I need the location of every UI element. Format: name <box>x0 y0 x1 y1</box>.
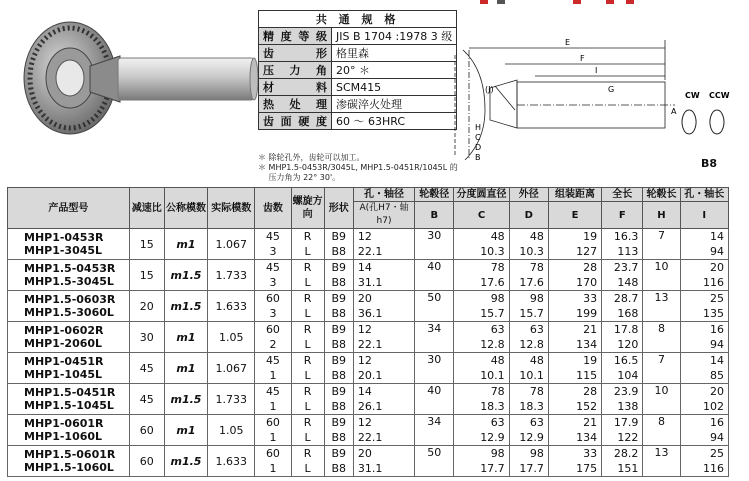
direction-cell: R <box>291 415 324 431</box>
spec-label: 齿面硬度 <box>259 113 332 130</box>
model-name: MHP1.5-0603R <box>24 293 116 306</box>
model-name: MHP1.5-0451R <box>24 386 116 399</box>
direction-cell: L <box>291 430 324 446</box>
bore-cell: 14 <box>353 260 414 276</box>
col-header: 公称模数 <box>164 188 207 229</box>
direction-cell: L <box>291 337 324 353</box>
pitch-dia-cell: 78 <box>454 384 509 400</box>
spec-value: 20° ＊ <box>332 62 457 79</box>
module-cell: m1 <box>164 353 207 384</box>
dim-label-E: E <box>565 38 571 47</box>
top-mark-red-3 <box>606 0 614 4</box>
hub-dia-cell: 50 <box>415 446 454 477</box>
mount-dist-cell: 19 <box>548 229 601 245</box>
teeth-cell: 1 <box>255 430 291 446</box>
actual-module-cell: 1.067 <box>208 229 255 260</box>
spec-value: SCM415 <box>332 79 457 96</box>
total-length-cell: 16.5 <box>602 353 643 369</box>
dim-label-D: D <box>475 143 482 152</box>
ratio-cell: 30 <box>129 322 164 353</box>
outer-dia-cell: 10.1 <box>509 368 548 384</box>
shape-label: B8 <box>701 157 718 170</box>
mount-dist-cell: 134 <box>548 430 601 446</box>
outer-dia-cell: 48 <box>509 353 548 369</box>
hub-length-cell: 13 <box>643 291 680 322</box>
hub-length-cell: 10 <box>643 384 680 415</box>
pitch-dia-cell: 98 <box>454 446 509 462</box>
total-length-cell: 104 <box>602 368 643 384</box>
col-header: 减速比 <box>129 188 164 229</box>
mount-dist-cell: 199 <box>548 306 601 322</box>
direction-cell: R <box>291 229 324 245</box>
module-cell: m1.5 <box>164 446 207 477</box>
spec-value: 60 ～ 63HRC <box>332 113 457 130</box>
bore-cell: 20.1 <box>353 368 414 384</box>
outer-dia-cell: 78 <box>509 384 548 400</box>
pitch-dia-cell: 78 <box>454 260 509 276</box>
pitch-dia-cell: 48 <box>454 353 509 369</box>
table-row <box>8 446 729 462</box>
col-header: 实际模数 <box>208 188 255 229</box>
shape-cell: B8 <box>324 275 353 291</box>
col-header: 组装距离 <box>548 188 601 202</box>
bore-length-cell: 14 <box>680 229 728 245</box>
bore-length-cell: 20 <box>680 260 728 276</box>
shape-cell: B8 <box>324 306 353 322</box>
model-cell <box>8 415 130 446</box>
col-header: 轮毂径 <box>415 188 454 202</box>
bore-cell: 26.1 <box>353 399 414 415</box>
pitch-dia-cell: 98 <box>454 291 509 307</box>
model-cell <box>8 353 130 384</box>
col-header: 孔・轴长 <box>680 188 728 202</box>
bore-length-cell: 16 <box>680 415 728 431</box>
model-name: MHP1.5-0601R <box>24 448 116 461</box>
teeth-cell: 3 <box>255 275 291 291</box>
dim-label-F: F <box>580 54 585 63</box>
teeth-cell: 2 <box>255 337 291 353</box>
pitch-dia-cell: 48 <box>454 229 509 245</box>
spec-label: 材料 <box>259 79 332 96</box>
mount-dist-cell: 127 <box>548 244 601 260</box>
actual-module-cell: 1.067 <box>208 353 255 384</box>
teeth-cell: 60 <box>255 415 291 431</box>
hub-length-cell: 13 <box>643 446 680 477</box>
bore-length-cell: 85 <box>680 368 728 384</box>
model-name: MHP1.5-1045L <box>24 399 114 412</box>
rotation-ccw-icon <box>710 110 724 134</box>
hub-length-cell: 8 <box>643 415 680 446</box>
ratio-cell: 15 <box>129 229 164 260</box>
pitch-dia-cell: 10.3 <box>454 244 509 260</box>
bore-length-cell: 94 <box>680 430 728 446</box>
dim-label-A: A <box>671 107 677 116</box>
spec-label: 齿形 <box>259 45 332 62</box>
spec-label: 精度等级 <box>259 28 332 45</box>
top-mark-red-2 <box>573 0 581 4</box>
col-header: 全长 <box>602 188 643 202</box>
direction-cell: R <box>291 260 324 276</box>
pitch-dia-cell: 15.7 <box>454 306 509 322</box>
bore-length-cell: 116 <box>680 275 728 291</box>
mount-dist-cell: 33 <box>548 446 601 462</box>
mount-dist-cell: 152 <box>548 399 601 415</box>
hub-dia-cell: 34 <box>415 322 454 353</box>
model-name: MHP1.5-0453R <box>24 262 116 275</box>
pitch-dia-cell: 10.1 <box>454 368 509 384</box>
bore-cell: 22.1 <box>353 337 414 353</box>
outer-dia-cell: 78 <box>509 260 548 276</box>
shape-cell: B8 <box>324 244 353 260</box>
pitch-dia-cell: 17.7 <box>454 461 509 477</box>
table-row <box>8 322 729 338</box>
teeth-cell: 45 <box>255 260 291 276</box>
teeth-cell: 45 <box>255 229 291 245</box>
total-length-cell: 113 <box>602 244 643 260</box>
mount-dist-cell: 134 <box>548 337 601 353</box>
hub-dia-cell: 50 <box>415 291 454 322</box>
outer-dia-cell: 98 <box>509 446 548 462</box>
bore-cell: 22.1 <box>353 430 414 446</box>
total-length-cell: 120 <box>602 337 643 353</box>
col-subheader: I <box>680 202 728 229</box>
col-subheader: D <box>509 202 548 229</box>
spec-notes <box>258 153 458 183</box>
model-cell <box>8 384 130 415</box>
model-name: MHP1-1045L <box>24 368 103 381</box>
rotation-label-cw: CW <box>685 91 700 100</box>
outer-dia-cell: 12.8 <box>509 337 548 353</box>
teeth-cell: 3 <box>255 306 291 322</box>
pitch-dia-cell: 18.3 <box>454 399 509 415</box>
outer-dia-cell: 18.3 <box>509 399 548 415</box>
bore-cell: 12 <box>353 353 414 369</box>
ratio-cell: 60 <box>129 415 164 446</box>
outer-dia-cell: 15.7 <box>509 306 548 322</box>
table-row <box>8 229 729 245</box>
shape-cell: B9 <box>324 291 353 307</box>
bore-length-cell: 116 <box>680 461 728 477</box>
shape-cell: B8 <box>324 430 353 446</box>
outer-dia-cell: 12.9 <box>509 430 548 446</box>
bore-length-cell: 135 <box>680 306 728 322</box>
spec-value: 格里森 <box>332 45 457 62</box>
model-cell <box>8 229 130 260</box>
teeth-cell: 1 <box>255 399 291 415</box>
table-row <box>8 260 729 276</box>
total-length-cell: 28.7 <box>602 291 643 307</box>
mount-dist-cell: 21 <box>548 322 601 338</box>
bore-length-cell: 102 <box>680 399 728 415</box>
total-length-cell: 28.2 <box>602 446 643 462</box>
total-length-cell: 16.3 <box>602 229 643 245</box>
model-name: MHP1.5-3060L <box>24 306 114 319</box>
shape-cell: B8 <box>324 368 353 384</box>
shape-cell: B9 <box>324 229 353 245</box>
shape-cell: B9 <box>324 353 353 369</box>
model-name: MHP1-2060L <box>24 337 103 350</box>
bore-length-cell: 20 <box>680 384 728 400</box>
model-name: MHP1-0602R <box>24 324 104 337</box>
ratio-cell: 60 <box>129 446 164 477</box>
dim-label-I: I <box>595 66 598 75</box>
col-header: 外径 <box>509 188 548 202</box>
bore-cell: 14 <box>353 384 414 400</box>
teeth-cell: 60 <box>255 322 291 338</box>
col-subheader: B <box>415 202 454 229</box>
col-header: 形状 <box>324 188 353 229</box>
shape-cell: B8 <box>324 337 353 353</box>
dim-label-J: (J) <box>485 85 494 94</box>
hub-length-cell: 10 <box>643 260 680 291</box>
col-subheader: F <box>602 202 643 229</box>
bore-cell: 12 <box>353 415 414 431</box>
total-length-cell: 151 <box>602 461 643 477</box>
table-row <box>8 291 729 307</box>
total-length-cell: 23.9 <box>602 384 643 400</box>
bore-length-cell: 94 <box>680 244 728 260</box>
model-cell <box>8 322 130 353</box>
outer-dia-cell: 98 <box>509 291 548 307</box>
col-header: 轮毂长 <box>643 188 680 202</box>
spec-label: 热处理 <box>259 96 332 113</box>
mount-dist-cell: 19 <box>548 353 601 369</box>
top-mark-red <box>480 0 488 4</box>
model-name: MHP1.5-3045L <box>24 275 114 288</box>
table-row <box>8 415 729 431</box>
hub-length-cell: 7 <box>643 353 680 384</box>
direction-cell: R <box>291 384 324 400</box>
bore-cell: 20 <box>353 446 414 462</box>
teeth-cell: 60 <box>255 446 291 462</box>
top-mark-red-4 <box>626 0 634 4</box>
actual-module-cell: 1.633 <box>208 446 255 477</box>
module-cell: m1 <box>164 415 207 446</box>
actual-module-cell: 1.05 <box>208 322 255 353</box>
outer-dia-cell: 17.7 <box>509 461 548 477</box>
dimension-drawing <box>445 10 745 175</box>
model-name: MHP1-1060L <box>24 430 103 443</box>
bore-cell: 31.1 <box>353 461 414 477</box>
pitch-dia-cell: 63 <box>454 322 509 338</box>
spec-value: 渗碳淬火处理 <box>332 96 457 113</box>
spec-note: ＊ 除轮孔外，齿轮可以加工。 <box>258 153 365 162</box>
ratio-cell: 20 <box>129 291 164 322</box>
teeth-cell: 3 <box>255 244 291 260</box>
bore-cell: 12 <box>353 229 414 245</box>
shape-cell: B9 <box>324 322 353 338</box>
table-row <box>8 384 729 400</box>
col-subheader: A(孔H7・轴h7) <box>353 202 414 229</box>
mount-dist-cell: 28 <box>548 260 601 276</box>
teeth-cell: 1 <box>255 368 291 384</box>
mount-dist-cell: 33 <box>548 291 601 307</box>
model-name: MHP1-0453R <box>24 231 104 244</box>
col-header: 产品型号 <box>8 188 130 229</box>
bore-length-cell: 25 <box>680 446 728 462</box>
mount-dist-cell: 115 <box>548 368 601 384</box>
direction-cell: L <box>291 368 324 384</box>
shape-cell: B8 <box>324 399 353 415</box>
bore-cell: 22.1 <box>353 244 414 260</box>
shape-cell: B9 <box>324 446 353 462</box>
ratio-cell: 45 <box>129 384 164 415</box>
direction-cell: L <box>291 306 324 322</box>
bore-cell: 36.1 <box>353 306 414 322</box>
direction-cell: L <box>291 275 324 291</box>
bore-length-cell: 14 <box>680 353 728 369</box>
total-length-cell: 23.7 <box>602 260 643 276</box>
bore-length-cell: 25 <box>680 291 728 307</box>
spec-title: 共 通 规 格 <box>259 11 457 28</box>
col-subheader: E <box>548 202 601 229</box>
outer-dia-cell: 63 <box>509 415 548 431</box>
hub-dia-cell: 30 <box>415 353 454 384</box>
shape-cell: B9 <box>324 384 353 400</box>
total-length-cell: 122 <box>602 430 643 446</box>
ratio-cell: 45 <box>129 353 164 384</box>
dim-label-H: H <box>475 123 482 132</box>
actual-module-cell: 1.05 <box>208 415 255 446</box>
product-photo <box>8 8 258 148</box>
pitch-dia-cell: 17.6 <box>454 275 509 291</box>
model-name: MHP1.5-1060L <box>24 461 114 474</box>
module-cell: m1.5 <box>164 384 207 415</box>
total-length-cell: 138 <box>602 399 643 415</box>
outer-dia-cell: 48 <box>509 229 548 245</box>
spec-label: 压力角 <box>259 62 332 79</box>
outer-dia-cell: 63 <box>509 322 548 338</box>
shape-cell: B8 <box>324 461 353 477</box>
module-cell: m1.5 <box>164 291 207 322</box>
mount-dist-cell: 21 <box>548 415 601 431</box>
spec-note: ＊ MHP1.5-0453R/3045L, MHP1.5-0451R/1045L 的 <box>258 163 458 172</box>
teeth-cell: 45 <box>255 353 291 369</box>
hub-dia-cell: 40 <box>415 260 454 291</box>
module-cell: m1 <box>164 322 207 353</box>
rotation-label-ccw: CCW <box>709 91 730 100</box>
teeth-cell: 45 <box>255 384 291 400</box>
hub-dia-cell: 40 <box>415 384 454 415</box>
col-header: 孔・轴径 <box>353 188 414 202</box>
col-header: 齿数 <box>255 188 291 229</box>
direction-cell: L <box>291 461 324 477</box>
dim-label-C: C <box>475 133 481 142</box>
model-name: MHP1-3045L <box>24 244 103 257</box>
total-length-cell: 148 <box>602 275 643 291</box>
total-length-cell: 168 <box>602 306 643 322</box>
table-row <box>8 353 729 369</box>
pitch-dia-cell: 63 <box>454 415 509 431</box>
model-cell <box>8 446 130 477</box>
mount-dist-cell: 28 <box>548 384 601 400</box>
model-name: MHP1-0601R <box>24 417 104 430</box>
top-mark-dark <box>497 0 505 4</box>
dim-label-B: B <box>475 153 481 162</box>
shape-cell: B9 <box>324 260 353 276</box>
pitch-dia-cell: 12.8 <box>454 337 509 353</box>
direction-cell: R <box>291 446 324 462</box>
bore-length-cell: 94 <box>680 337 728 353</box>
hub-dia-cell: 30 <box>415 229 454 260</box>
spec-value: JIS B 1704 :1978 3 级 <box>332 28 457 45</box>
col-header: 分度圆直径 <box>454 188 509 202</box>
bore-cell: 31.1 <box>353 275 414 291</box>
dim-label-G: G <box>608 85 615 94</box>
model-name: MHP1-0451R <box>24 355 104 368</box>
product-table <box>7 187 729 477</box>
module-cell: m1 <box>164 229 207 260</box>
direction-cell: R <box>291 291 324 307</box>
total-length-cell: 17.8 <box>602 322 643 338</box>
hub-dia-cell: 34 <box>415 415 454 446</box>
actual-module-cell: 1.633 <box>208 291 255 322</box>
pinion-shaft-icon <box>90 56 258 102</box>
bore-cell: 12 <box>353 322 414 338</box>
outer-dia-cell: 17.6 <box>509 275 548 291</box>
mount-dist-cell: 175 <box>548 461 601 477</box>
outer-dia-cell: 10.3 <box>509 244 548 260</box>
rotation-cw-icon <box>682 110 696 134</box>
hub-length-cell: 7 <box>643 229 680 260</box>
total-length-cell: 17.9 <box>602 415 643 431</box>
actual-module-cell: 1.733 <box>208 260 255 291</box>
direction-cell: R <box>291 322 324 338</box>
model-cell <box>8 260 130 291</box>
shape-cell: B9 <box>324 415 353 431</box>
model-cell <box>8 291 130 322</box>
teeth-cell: 60 <box>255 291 291 307</box>
common-spec-table <box>258 10 457 130</box>
col-header: 螺旋方向 <box>291 188 324 229</box>
col-subheader: H <box>643 202 680 229</box>
direction-cell: L <box>291 399 324 415</box>
direction-cell: R <box>291 353 324 369</box>
bore-length-cell: 16 <box>680 322 728 338</box>
actual-module-cell: 1.733 <box>208 384 255 415</box>
hub-length-cell: 8 <box>643 322 680 353</box>
direction-cell: L <box>291 244 324 260</box>
module-cell: m1.5 <box>164 260 207 291</box>
pitch-dia-cell: 12.9 <box>454 430 509 446</box>
spec-note: 压力角为 22° 30'。 <box>258 173 341 182</box>
mount-dist-cell: 170 <box>548 275 601 291</box>
col-subheader: C <box>454 202 509 229</box>
product-table-body <box>8 229 729 477</box>
ratio-cell: 15 <box>129 260 164 291</box>
teeth-cell: 1 <box>255 461 291 477</box>
bore-cell: 20 <box>353 291 414 307</box>
